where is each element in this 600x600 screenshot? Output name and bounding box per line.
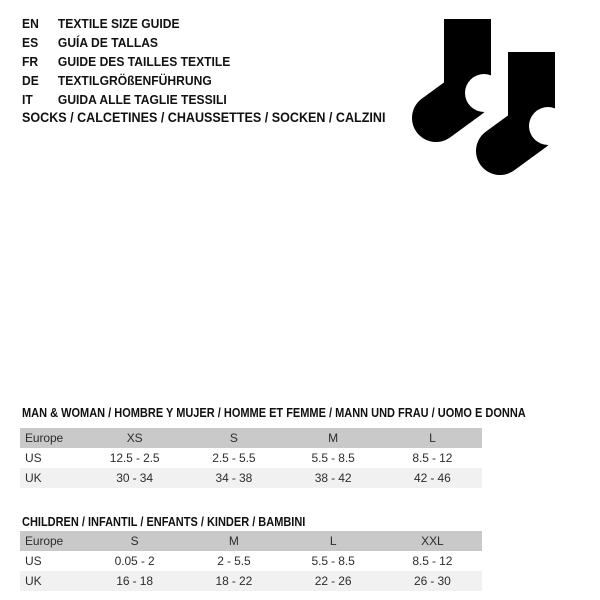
column-header-size: XXL [421, 534, 444, 548]
language-row-it [22, 90, 230, 109]
table-row-us [20, 551, 482, 571]
language-label: GUÍA DE TALLAS [57, 35, 158, 50]
language-code: DE [22, 73, 39, 88]
size-cell: 22 - 26 [314, 574, 352, 588]
size-cell: 0.05 - 2 [114, 554, 155, 568]
column-header-region: Europe [25, 534, 64, 548]
language-code: IT [22, 92, 33, 107]
size-cell: 5.5 - 8.5 [311, 554, 355, 568]
man-woman-table-title: MAN & WOMAN / HOMBRE Y MUJER / HOMME ET FEMME / MANN UND FRAU / UOMO E DONNA [22, 406, 526, 420]
column-header-region: Europe [25, 431, 64, 445]
size-cell: 2 - 5.5 [217, 554, 251, 568]
column-header-size: S [130, 534, 139, 548]
table-header-row [20, 531, 482, 551]
sock-right [500, 52, 567, 151]
column-header-size: M [228, 534, 239, 548]
size-cell: 2.5 - 5.5 [212, 451, 256, 465]
table-row-uk [20, 468, 482, 488]
language-label: GUIDA ALLE TAGLIE TESSILI [57, 92, 227, 107]
language-code: FR [22, 54, 39, 69]
language-label: TEXTILGRÖßENFÜHRUNG [57, 73, 212, 88]
sock-left [436, 19, 503, 118]
children-table-title: CHILDREN / INFANTIL / ENFANTS / KINDER / BAMBINI [22, 515, 306, 529]
size-cell: 38 - 42 [314, 471, 352, 485]
column-header-size: S [229, 431, 238, 445]
children-size-table [20, 531, 482, 591]
region-cell: US [25, 554, 42, 568]
socks-icon [400, 10, 570, 180]
language-label: TEXTILE SIZE GUIDE [57, 16, 180, 31]
size-cell: 8.5 - 12 [412, 554, 453, 568]
table-row-uk [20, 571, 482, 591]
column-header-size: XS [126, 431, 143, 445]
language-code: ES [22, 35, 39, 50]
region-cell: UK [25, 471, 42, 485]
language-row-es [22, 33, 230, 52]
column-header-size: L [429, 431, 436, 445]
language-label: GUIDE DES TAILLES TEXTILE [57, 54, 231, 69]
column-header-size: L [329, 534, 337, 548]
language-row-fr [22, 52, 230, 71]
language-row-en [22, 14, 230, 33]
region-cell: UK [25, 574, 42, 588]
column-header-size: M [328, 431, 339, 445]
size-cell: 42 - 46 [414, 471, 451, 485]
size-cell: 16 - 18 [116, 574, 153, 588]
table-header-row [20, 428, 482, 448]
size-cell: 26 - 30 [414, 574, 451, 588]
size-cell: 12.5 - 2.5 [109, 451, 160, 465]
size-cell: 18 - 22 [215, 574, 253, 588]
language-list [22, 14, 246, 109]
size-cell: 5.5 - 8.5 [311, 451, 355, 465]
language-row-de [22, 71, 230, 90]
man-woman-size-table [20, 428, 482, 488]
region-cell: US [25, 451, 42, 465]
category-title: SOCKS / CALCETINES / CHAUSSETTES / SOCKEN / CALZINI [22, 110, 386, 125]
size-cell: 8.5 - 12 [412, 451, 453, 465]
size-cell: 34 - 38 [215, 471, 253, 485]
size-cell: 30 - 34 [116, 471, 153, 485]
table-row-us [20, 448, 482, 468]
language-code: EN [22, 16, 39, 31]
